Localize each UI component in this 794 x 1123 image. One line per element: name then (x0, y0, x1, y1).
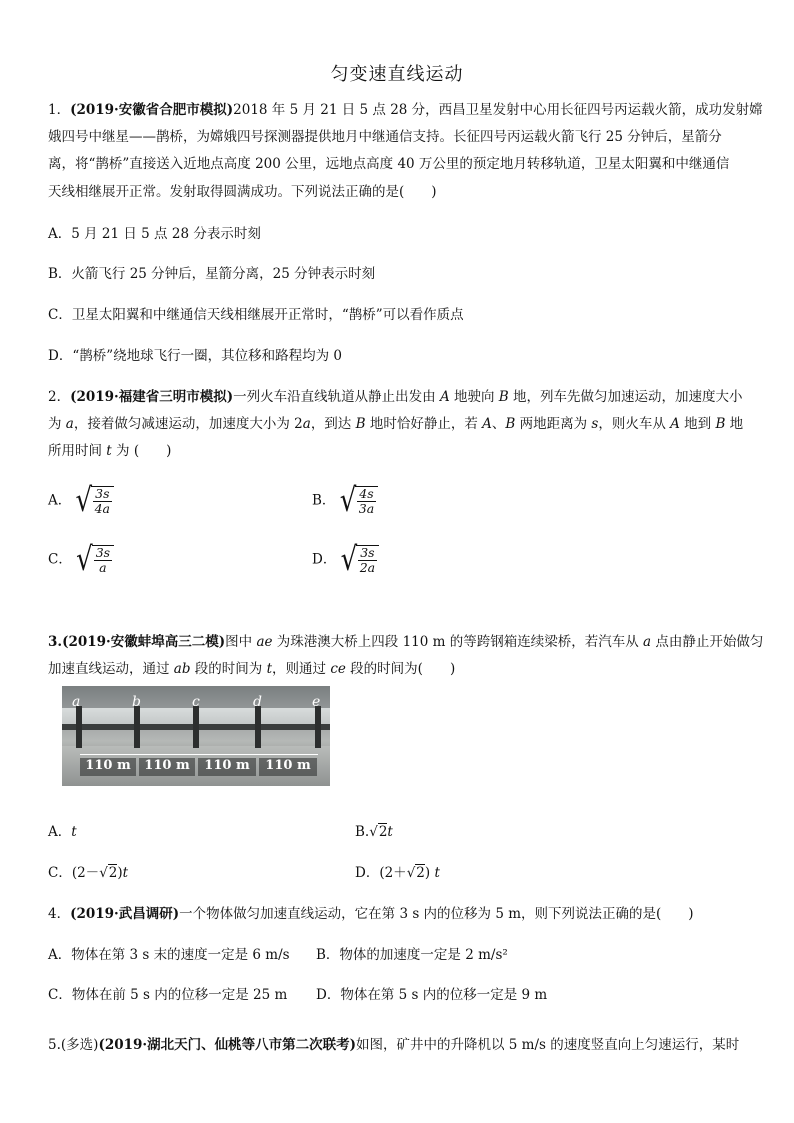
point-label-d: d (253, 694, 262, 710)
q4-option-a[interactable]: A．物体在第 3 s 末的速度一定是 6 m/s (48, 947, 290, 963)
var-ce: ce (330, 661, 346, 677)
q1-source: (2019·安徽省合肥市模拟) (70, 102, 234, 118)
q1-option-d[interactable]: D．“鹊桥”绕地球飞行一圈，其位移和路程均为 0 (48, 348, 343, 364)
bridge-pier (193, 706, 199, 748)
q3-line-1 (48, 632, 764, 652)
q2-option-b[interactable] (312, 482, 378, 520)
option-label: B. (355, 824, 370, 840)
q2-line-3 (48, 441, 746, 461)
q3-text: ，则通过 (272, 661, 331, 677)
q2-text: ，接着做匀减速运动，加速度大小为 2 (73, 416, 303, 432)
var-t: t (434, 865, 440, 881)
q2-text: 地 (725, 416, 744, 432)
radicand: 2 (378, 824, 388, 840)
q3-option-c[interactable] (48, 863, 128, 883)
q5-number: 5. (48, 1037, 61, 1053)
denominator: 4a (94, 501, 111, 516)
q1-option-b[interactable]: B．火箭飞行 25 分钟后，星箭分离，25 分钟表示时刻 (48, 266, 376, 282)
option-label: D． (312, 551, 337, 568)
q2-source: (2019·福建省三明市模拟) (70, 389, 234, 405)
numerator: 3s (95, 545, 111, 560)
numerator: 4s (359, 486, 374, 501)
q5-tag: (多选) (60, 1037, 99, 1053)
radical-sign: √ (339, 482, 357, 520)
page-title: 匀变速直线运动 (330, 64, 464, 85)
q5-source: (2019·湖北天门、仙桃等八市第二次联考) (98, 1037, 356, 1053)
var-t: t (266, 661, 273, 677)
q4-option-c[interactable]: C．物体在前 5 s 内的位移一定是 25 m (48, 987, 288, 1003)
q3-option-b[interactable] (355, 822, 393, 842)
numerator: 3s (360, 545, 375, 560)
point-label-b: b (132, 694, 141, 710)
point-b: B (355, 416, 366, 432)
point-b: B (715, 416, 726, 432)
q4-option-b[interactable]: B．物体的加速度一定是 2 m/s² (316, 947, 508, 963)
q3-text: 段的时间为( ) (345, 661, 456, 677)
q4-number: 4． (48, 906, 71, 922)
q1-number: 1． (48, 102, 71, 118)
denominator: a (99, 560, 107, 575)
q2-text: 一列火车沿直线轨道从静止出发由 (233, 389, 440, 405)
q3-source: (2019·安徽蚌埠高三二模) (62, 634, 226, 650)
point-label-e: e (312, 694, 321, 710)
bridge-pier (134, 706, 140, 748)
bridge-pier (255, 706, 261, 748)
q3-text: 加速直线运动，通过 (48, 661, 174, 677)
radical-sign: √ (76, 541, 93, 579)
denominator: 3a (358, 501, 375, 516)
q3-option-a[interactable] (48, 822, 77, 842)
var-t: t (122, 865, 129, 881)
segment-length-label: 110 m (80, 758, 136, 776)
point-a: A (482, 416, 492, 432)
point-b: B (498, 389, 509, 405)
q2-option-d[interactable] (312, 541, 379, 579)
q3-text: 为珠港澳大桥上四段 110 m 的等跨钢箱连续梁桥，若汽车从 (272, 634, 644, 650)
option-label: C． (48, 551, 72, 568)
q2-text: 为 ( ) (111, 443, 172, 459)
radicand: 2 (416, 865, 425, 881)
paren: ) (424, 865, 435, 881)
option-label: B． (312, 492, 336, 509)
q1-text-1: 2018 年 5 月 21 日 5 点 28 分，西昌卫星发射中心用长征四号丙运载火箭，成功发射嫦 (233, 102, 763, 118)
var-t: t (71, 824, 77, 840)
q2-text: 所用时间 (48, 443, 107, 459)
q3-text: 段的时间为 (190, 661, 267, 677)
sqrt-fraction (75, 482, 114, 520)
q2-number: 2． (48, 389, 71, 405)
dimension-line (80, 754, 318, 755)
q2-option-c[interactable] (48, 541, 114, 579)
var-a: a (302, 416, 311, 432)
numerator: 3s (95, 486, 110, 501)
option-label: D．(2＋ (355, 865, 407, 881)
radical-sign: √ (75, 482, 93, 520)
q1-line-4: 天线相继展开正常。发射取得圆满成功。下列说法正确的是( ) (48, 184, 437, 200)
denominator: 2a (359, 560, 376, 575)
radicand: 2 (108, 865, 118, 881)
q4-source: (2019·武昌调研) (70, 906, 180, 922)
segment-length-label: 110 m (139, 758, 195, 776)
var-a: a (65, 416, 74, 432)
var-t: t (387, 824, 393, 840)
q2-text: ，到达 (310, 416, 356, 432)
q2-text: 地，列车先做匀加速运动，加速度大小 (508, 389, 743, 405)
sqrt-fraction (340, 541, 379, 579)
var-ae: ae (256, 634, 273, 650)
radical-sign: √ (340, 541, 358, 579)
q3-text: 点由静止开始做匀 (651, 634, 764, 650)
q2-line-1 (48, 387, 746, 407)
bridge-photo (62, 686, 330, 786)
option-label: C．(2－ (48, 865, 100, 881)
segment-length-label: 110 m (259, 758, 317, 776)
q2-text: 地到 (679, 416, 716, 432)
point-a: a (643, 634, 652, 650)
q2-text: 地驶向 (449, 389, 499, 405)
q2-text: 、 (491, 416, 506, 432)
sqrt-fraction (76, 541, 114, 579)
q3-text: 图中 (225, 634, 257, 650)
bridge-pier (315, 706, 321, 748)
q1-line-2: 娥四号中继星——鹊桥，为嫦娥四号探测器提供地月中继通信支持。长征四号丙运载火箭飞行 25 分钟后，星箭分 (48, 129, 722, 145)
q2-text: ，则火车从 (598, 416, 671, 432)
q1-line-3: 离，将“鹊桥”直接送入近地点高度 200 公里，远地点高度 40 万公里的预定地月转移轨道，卫星太阳翼和中继通信 (48, 156, 730, 172)
option-label: A． (48, 492, 72, 509)
var-ab: ab (173, 661, 191, 677)
q2-text: 地时恰好静止，若 (365, 416, 483, 432)
q2-text: 为 (48, 416, 66, 432)
q1-option-c[interactable]: C．卫星太阳翼和中继通信天线相继展开正常时，“鹊桥”可以看作质点 (48, 307, 464, 323)
radical-sign: √ (99, 865, 108, 881)
q4-text: 一个物体做匀加速直线运动，它在第 3 s 内的位移为 5 m，则下列说法正确的是( ) (179, 906, 694, 922)
q4-line-1 (48, 904, 746, 924)
q2-option-a[interactable] (48, 482, 114, 520)
segment-length-label: 110 m (198, 758, 256, 776)
q2-line-2 (48, 414, 746, 434)
q4-option-d[interactable]: D．物体在第 5 s 内的位移一定是 9 m (316, 987, 548, 1003)
sqrt-fraction (339, 482, 378, 520)
q5-line-1 (48, 1035, 746, 1055)
q3-option-d[interactable] (355, 863, 440, 883)
q1-option-a[interactable]: A．5 月 21 日 5 点 28 分表示时刻 (48, 226, 261, 242)
bridge-pier (76, 706, 82, 748)
point-a: A (439, 389, 450, 405)
radical-sign: √ (369, 824, 378, 840)
point-b: B (505, 416, 516, 432)
point-label-c: c (192, 694, 200, 710)
radical-sign: √ (406, 865, 416, 881)
var-s: s (591, 416, 599, 432)
point-a: A (670, 416, 680, 432)
option-label: A． (48, 824, 72, 840)
paren: ) (117, 865, 123, 881)
point-label-a: a (72, 694, 81, 710)
q1-line-1 (48, 100, 763, 120)
q3-line-2 (48, 659, 746, 679)
var-t: t (106, 443, 112, 459)
q2-text: 两地距离为 (515, 416, 592, 432)
q3-number: 3. (48, 634, 63, 650)
q5-text: 如图，矿井中的升降机以 5 m/s 的速度竖直向上匀速运行，某时 (356, 1037, 740, 1053)
